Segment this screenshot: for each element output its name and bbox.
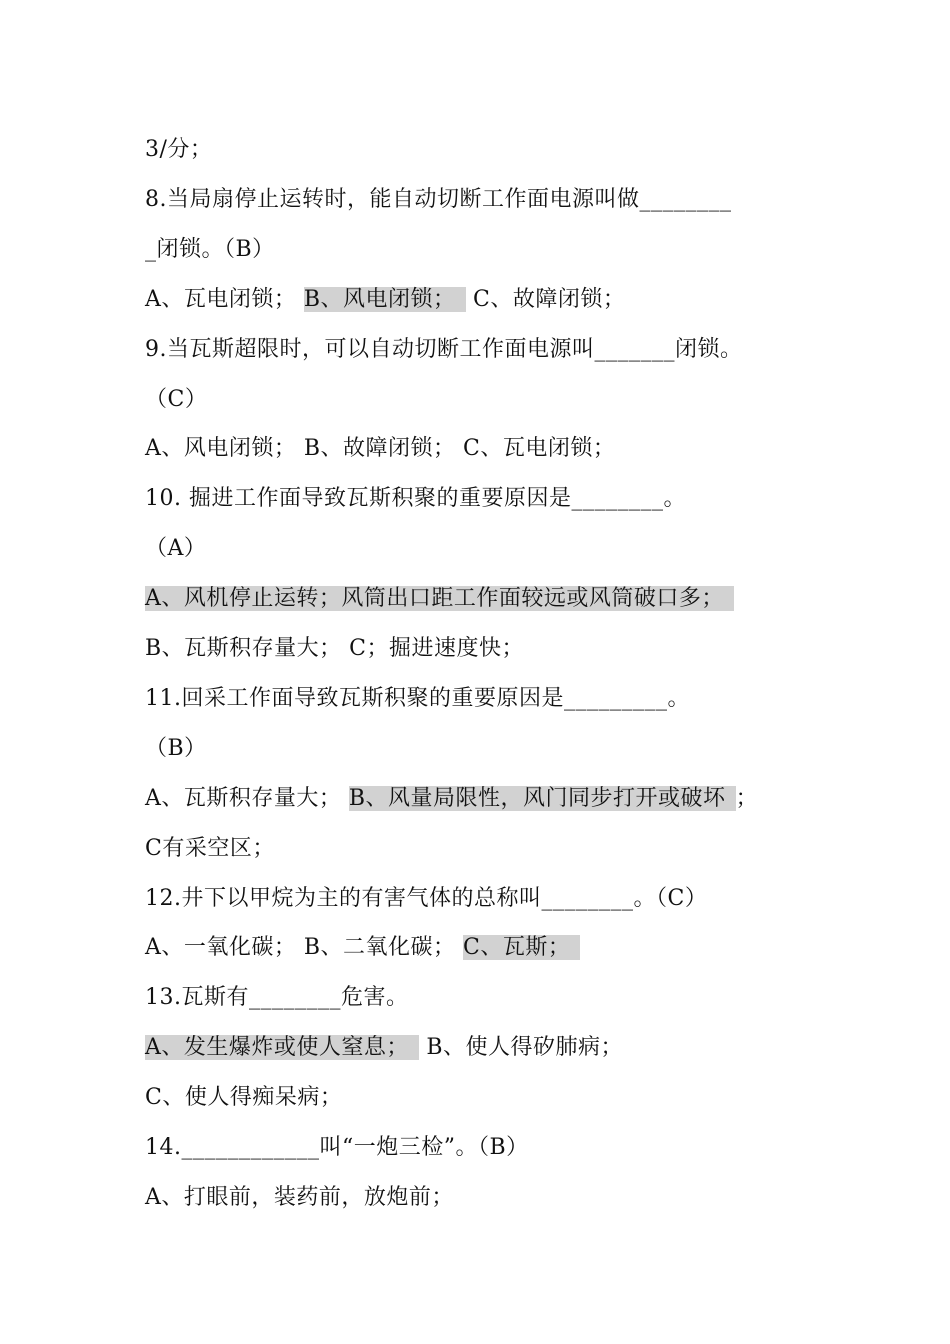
text-line bbox=[145, 532, 206, 566]
text-line bbox=[145, 682, 690, 716]
text-segment: A、风电闭锁； B、故障闭锁； C、瓦电闭锁； bbox=[145, 436, 616, 461]
highlighted-answer: B、风电闭锁； bbox=[304, 287, 466, 312]
text-line bbox=[145, 1081, 342, 1115]
text-segment: A、打眼前，装药前，放炮前； bbox=[145, 1185, 454, 1210]
text-segment: （C） bbox=[145, 387, 208, 412]
text-segment: B、瓦斯积存量大； C；掘进速度快； bbox=[145, 636, 524, 661]
text-line bbox=[145, 1131, 529, 1165]
text-segment: A、瓦斯积存量大； bbox=[145, 786, 349, 811]
text-segment: 8.当局扇停止运转时，能自动切断工作面电源叫做________ bbox=[145, 187, 732, 212]
text-line bbox=[145, 582, 734, 616]
text-line bbox=[145, 931, 580, 965]
text-segment: C、故障闭锁； bbox=[465, 287, 626, 312]
text-line bbox=[145, 432, 615, 466]
highlighted-answer: A、风机停止运转；风筒出口距工作面较远或风筒破口多； bbox=[145, 586, 734, 611]
text-segment: （B） bbox=[145, 736, 207, 761]
highlighted-answer: A、发生爆炸或使人窒息； bbox=[145, 1035, 419, 1060]
highlighted-answer: C、瓦斯； bbox=[463, 935, 580, 960]
text-segment: 9.当瓦斯超限时，可以自动切断工作面电源叫_______闭锁。 bbox=[145, 337, 743, 362]
text-segment: _闭锁。（B） bbox=[145, 237, 275, 262]
text-segment: A、瓦电闭锁； bbox=[145, 287, 304, 312]
text-segment: 3/分； bbox=[145, 137, 213, 162]
text-line bbox=[145, 732, 207, 766]
text-line bbox=[145, 1031, 623, 1065]
text-line bbox=[145, 482, 686, 516]
text-segment: （A） bbox=[145, 536, 207, 561]
text-segment: C、使人得痴呆病； bbox=[145, 1085, 343, 1110]
text-segment: 11.回采工作面导致瓦斯积聚的重要原因是_________。 bbox=[145, 686, 690, 711]
text-segment: 12.井下以甲烷为主的有害气体的总称叫________。（C） bbox=[145, 886, 708, 911]
highlighted-answer: B、风量局限性，风门同步打开或破坏 bbox=[349, 786, 736, 811]
text-segment: 14.____________叫“一炮三检”。（B） bbox=[145, 1135, 529, 1160]
text-line bbox=[145, 333, 743, 367]
text-segment: B、使人得矽肺病； bbox=[418, 1035, 624, 1060]
text-line bbox=[145, 882, 707, 916]
text-line bbox=[145, 133, 212, 167]
text-segment: 10. 掘进工作面导致瓦斯积聚的重要原因是________。 bbox=[145, 486, 686, 511]
text-segment: A、一氧化碳； B、二氧化碳； bbox=[145, 935, 464, 960]
text-segment: C有采空区； bbox=[145, 836, 275, 861]
text-line bbox=[145, 832, 275, 866]
text-segment: 13.瓦斯有________危害。 bbox=[145, 985, 409, 1010]
text-line bbox=[145, 782, 758, 816]
text-line bbox=[145, 183, 732, 217]
text-line bbox=[145, 1181, 454, 1215]
text-line bbox=[145, 981, 409, 1015]
text-line bbox=[145, 383, 207, 417]
text-line bbox=[145, 632, 524, 666]
text-segment: ； bbox=[735, 786, 759, 811]
text-line bbox=[145, 283, 625, 317]
text-line bbox=[145, 233, 275, 267]
